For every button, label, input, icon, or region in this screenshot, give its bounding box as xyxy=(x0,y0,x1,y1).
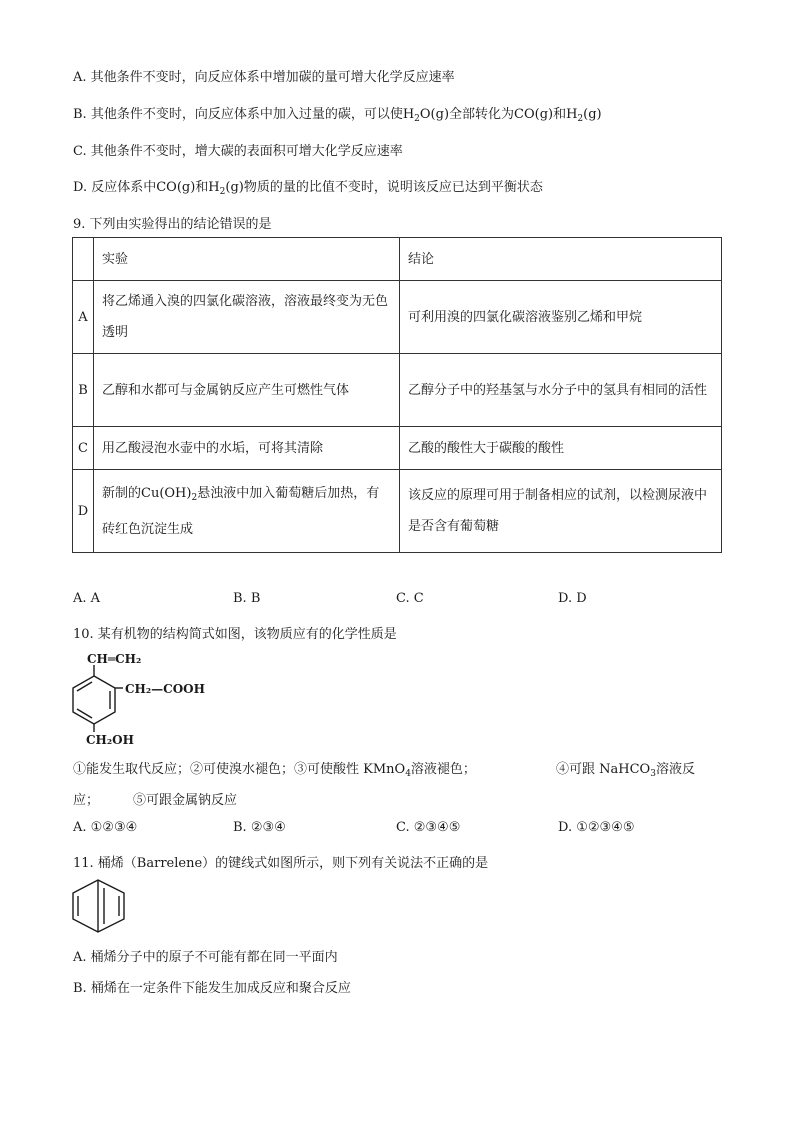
row-conclusion: 乙酸的酸性大于碳酸的酸性 xyxy=(400,427,722,470)
q8-option-a: A. 其他条件不变时，向反应体系中增加碳的量可增大化学反应速率 xyxy=(73,70,455,85)
q10-properties-line1-b: ④可跟 NaHCO$_3$溶液反 xyxy=(556,762,695,779)
table-header-row xyxy=(73,238,722,281)
row-conclusion: 乙醇分子中的羟基氢与水分子中的氢具有相同的活性 xyxy=(400,354,722,427)
q10-option-d: D. ①②③④⑤ xyxy=(558,820,635,835)
structure-bottom-group: CH₂OH xyxy=(86,733,134,747)
row-letter: C xyxy=(73,427,94,470)
q8-option-c: C. 其他条件不变时，增大碳的表面积可增大化学反应速率 xyxy=(73,144,403,159)
q10-option-a: A. ①②③④ xyxy=(73,820,138,835)
q11-barrelene-diagram xyxy=(70,876,132,936)
table-row xyxy=(73,281,722,354)
table-row xyxy=(73,427,722,470)
row-conclusion: 可利用溴的四氯化碳溶液鉴别乙烯和甲烷 xyxy=(400,281,722,354)
q8-option-b: B. 其他条件不变时，向反应体系中加入过量的碳，可以使$H_2O(g)$全部转化为CO(g)和$H_2(g)$ xyxy=(73,107,602,124)
q8-option-d: D. 反应体系中CO(g)和$H_2(g)$物质的量的比值不变时，说明该反应已达到平衡状态 xyxy=(73,180,543,197)
q10-properties-line2-a: 应； xyxy=(73,793,100,808)
structure-side-group: CH₂—COOH xyxy=(125,682,205,696)
header-experiment: 实验 xyxy=(94,238,400,281)
structure-top-group: CH═CH₂ xyxy=(87,652,142,666)
q9-option-b: B. B xyxy=(233,591,261,606)
table-row xyxy=(73,354,722,427)
row-letter: A xyxy=(73,281,94,354)
q11-option-b: B. 桶烯在一定条件下能发生加成反应和聚合反应 xyxy=(73,981,351,996)
q9-option-c: C. C xyxy=(396,591,424,606)
header-conclusion: 结论 xyxy=(400,238,722,281)
q10-option-c: C. ②③④⑤ xyxy=(396,820,461,835)
q9-question: 9. 下列由实验得出的结论错误的是 xyxy=(73,217,272,232)
row-experiment: 用乙酸浸泡水壶中的水垢，可将其清除 xyxy=(94,427,400,470)
row-experiment: 将乙烯通入溴的四氯化碳溶液，溶液最终变为无色透明 xyxy=(94,281,400,354)
q9-option-d: D. D xyxy=(558,591,587,606)
row-conclusion: 该反应的原理可用于制备相应的试剂，以检测尿液中是否含有葡萄糖 xyxy=(400,470,722,553)
q10-properties-line1-a: ①能发生取代反应；②可使溴水褪色；③可使酸性 KMnO$_4$溶液褪色； xyxy=(73,762,476,779)
row-letter: B xyxy=(73,354,94,427)
q10-option-b: B. ②③④ xyxy=(233,820,286,835)
row-letter: D xyxy=(73,470,94,553)
q9-option-a: A. A xyxy=(73,591,101,606)
q9-table xyxy=(72,237,722,553)
table-row xyxy=(73,470,722,553)
q10-question: 10. 某有机物的结构简式如图，该物质应有的化学性质是 xyxy=(73,627,397,642)
header-blank-cell xyxy=(73,238,94,281)
q11-question: 11. 桶烯（Barrelene）的键线式如图所示，则下列有关说法不正确的是 xyxy=(73,856,489,871)
row-experiment: 新制的$Cu(OH)_2$悬浊液中加入葡萄糖后加热，有砖红色沉淀生成 xyxy=(94,470,400,553)
q11-option-a: A. 桶烯分子中的原子不可能有都在同一平面内 xyxy=(73,950,338,965)
row-experiment: 乙醇和水都可与金属钠反应产生可燃性气体 xyxy=(94,354,400,427)
q10-properties-line2-b: ⑤可跟金属钠反应 xyxy=(133,793,238,808)
q10-structure-diagram xyxy=(70,648,230,748)
